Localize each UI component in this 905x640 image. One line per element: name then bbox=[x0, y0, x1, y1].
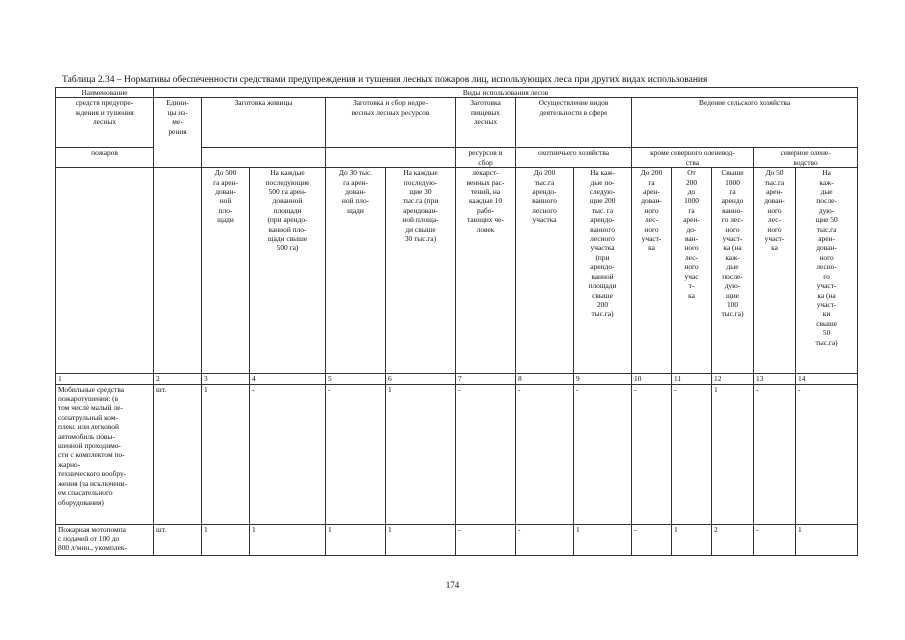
row-value: - bbox=[754, 384, 796, 524]
header-nonwood: Заготовка и сбор недре- весных лесных ресурсов bbox=[326, 98, 456, 148]
header-agri-except: кроме северного оленевод- ства bbox=[632, 148, 754, 168]
col-number: 1 bbox=[56, 374, 154, 384]
row-value: - bbox=[574, 384, 632, 524]
subheader-cell: На каж- дые по- следую- щие 200 тыс. га арендо- ванного лесного участка (при арендо- ванной площади свыше 200 тыс.га) bbox=[574, 168, 632, 374]
row-value: - bbox=[456, 384, 516, 524]
header-resin-blank bbox=[202, 148, 326, 168]
row-value: 1 bbox=[386, 524, 456, 555]
row-value: 1 bbox=[326, 524, 386, 555]
header-nonwood-blank bbox=[326, 148, 456, 168]
col-number: 14 bbox=[796, 374, 858, 384]
table-row bbox=[56, 524, 858, 555]
subheader-cell: От 200 до 1000 га арен- до- ван- ного лес- ного учас т- ка bbox=[672, 168, 712, 374]
row-value: 2 bbox=[712, 524, 754, 555]
header-blank-name bbox=[56, 168, 154, 374]
row-value: - bbox=[754, 524, 796, 555]
col-number: 11 bbox=[672, 374, 712, 384]
row-value: - bbox=[672, 384, 712, 524]
subheader-cell: На каждые последующие 500 га арен- дованной площади (при арендо- ванной пло- щади свыше 500 га) bbox=[250, 168, 326, 374]
header-food-cont: ресурсов и сбор bbox=[456, 148, 516, 168]
row-value: 1 bbox=[712, 384, 754, 524]
header-agri: Ведение сельского хозяйства bbox=[632, 98, 858, 148]
row-name: Мобильные средства пожаротушения: (в том числе малый ле- сопатрульный ком- плекс или легковой автомобиль повы- шенной проходимо- сти с комплектом по- жарно- технического вообру- жения (за исключени- ем спасательного оборудования) bbox=[56, 384, 154, 524]
col-number: 2 bbox=[154, 374, 202, 384]
row-value: - bbox=[456, 524, 516, 555]
row-value: - bbox=[796, 384, 858, 524]
table-title: Таблица 2.34 – Нормативы обеспеченности средствами предупреждения и тушения лесных пожаров лиц, использующих леса при других видах использования bbox=[62, 75, 708, 85]
header-name: Наименование bbox=[56, 88, 154, 98]
subheader-cell: На каждые последую- щие 30 тыс.га (при арендован- ной площа- ди свыше 30 тыс.га) bbox=[386, 168, 456, 374]
col-number: 5 bbox=[326, 374, 386, 384]
col-number: 3 bbox=[202, 374, 250, 384]
subheader-cell: До 30 тыс. га арен- дован- ной пло- щади bbox=[326, 168, 386, 374]
col-number: 7 bbox=[456, 374, 516, 384]
col-number: 8 bbox=[516, 374, 574, 384]
subheader-cell: До 200 га арен- дован- ного лес- ного участ- ка bbox=[632, 168, 672, 374]
subheader-cell: До 50 тыс.га арен- дован- ного лес- ного участ- ка bbox=[754, 168, 796, 374]
row-value: - bbox=[516, 524, 574, 555]
row-value: 1 bbox=[250, 524, 326, 555]
header-hunting: Осуществление видов деятельности в сфере bbox=[516, 98, 632, 148]
row-value: 1 bbox=[202, 384, 250, 524]
header-blank-unit bbox=[154, 168, 202, 374]
header-hunting-cont: охотничьего хозяйства bbox=[516, 148, 632, 168]
col-number: 4 bbox=[250, 374, 326, 384]
subheader-cell: лекарст- венных рас- тений, на каждые 10 рабо- тающих че- ловек bbox=[456, 168, 516, 374]
row-value: 1 bbox=[386, 384, 456, 524]
header-unit: Едини- цы из- ме- рения bbox=[154, 98, 202, 168]
col-number: 13 bbox=[754, 374, 796, 384]
row-unit: шт. bbox=[154, 524, 202, 555]
row-value: - bbox=[326, 384, 386, 524]
header-agri-north: северное олене- водство bbox=[754, 148, 858, 168]
page-number: 174 bbox=[445, 580, 460, 590]
col-number: 10 bbox=[632, 374, 672, 384]
row-value: 1 bbox=[672, 524, 712, 555]
row-value: 1 bbox=[796, 524, 858, 555]
row-value: - bbox=[516, 384, 574, 524]
subheader-cell: До 500 га арен- дован- ной пло- щади bbox=[202, 168, 250, 374]
col-number: 6 bbox=[386, 374, 456, 384]
subheader-cell: До 200 тыс.га арендо- ванного лесного участка bbox=[516, 168, 574, 374]
row-value: - bbox=[632, 524, 672, 555]
table-row bbox=[56, 384, 858, 524]
row-value: 1 bbox=[202, 524, 250, 555]
header-kinds: Виды использования лесов bbox=[154, 88, 858, 98]
header-food: Заготовка пищевых лесных bbox=[456, 98, 516, 148]
header-name-cont2: пожаров bbox=[56, 148, 154, 168]
header-name-cont: средств предупре- ждения и тушения лесных bbox=[56, 98, 154, 148]
subheader-cell: На каж- дые после- дую- щие 50 тыс.га арен- дован- ного лесно- го участ- ка (на участ- ки свыше 50 тыс.га) bbox=[796, 168, 858, 374]
row-name: Пожарная мотопомпа с подачей от 100 до 800 л/мин., укомплек- bbox=[56, 524, 154, 555]
row-unit: шт. bbox=[154, 384, 202, 524]
header-resin: Заготовка живицы bbox=[202, 98, 326, 148]
row-value: - bbox=[632, 384, 672, 524]
norms-table bbox=[55, 87, 858, 556]
row-value: - bbox=[250, 384, 326, 524]
col-number: 9 bbox=[574, 374, 632, 384]
subheader-cell: Свыше 1000 га арендо ванно- го лес- ного участ- ка (на каж- дые после- дую- щие 100 тыс.га) bbox=[712, 168, 754, 374]
row-value: 1 bbox=[574, 524, 632, 555]
col-number: 12 bbox=[712, 374, 754, 384]
